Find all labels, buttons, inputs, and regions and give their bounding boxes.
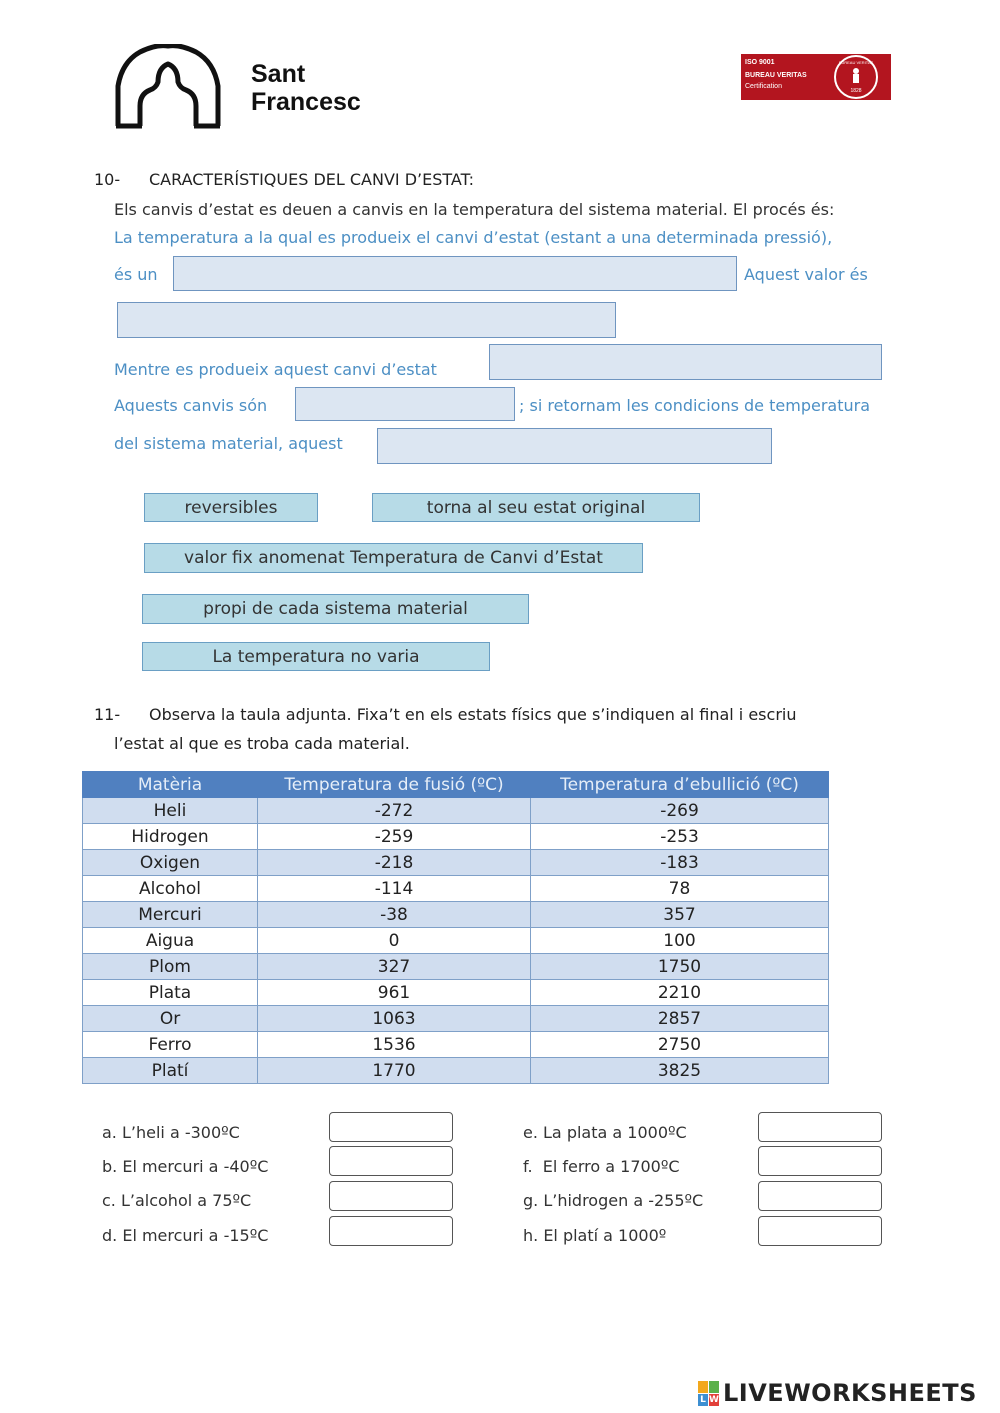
chip-valor-fix[interactable]: valor fix anomenat Temperatura de Canvi d’Estat — [144, 543, 643, 573]
chip-temperatura-no-varia[interactable]: La temperatura no varia — [142, 642, 490, 671]
table-cell: Plata — [83, 980, 258, 1006]
section10-number: 10- — [94, 170, 121, 189]
drop-zone-3[interactable] — [489, 344, 882, 380]
table-header: Temperatura d’ebullició (ºC) — [531, 772, 829, 798]
drop-zone-4[interactable] — [295, 387, 515, 421]
answer-input-c[interactable] — [329, 1181, 453, 1211]
section10-title: CARACTERÍSTIQUES DEL CANVI D’ESTAT: — [149, 170, 475, 189]
table-cell: -218 — [258, 850, 531, 876]
temperature-table — [82, 771, 829, 1084]
cert-bureau: BUREAU VERITAS — [745, 72, 807, 79]
section10-line2-end: Aquest valor és — [744, 265, 868, 284]
table-header: Matèria — [83, 772, 258, 798]
table-row — [83, 902, 829, 928]
section11-number: 11- — [94, 705, 121, 724]
question-h: h. El platí a 1000º — [523, 1226, 667, 1245]
question-b: b. El mercuri a -40ºC — [102, 1157, 269, 1176]
table-cell: 1063 — [258, 1006, 531, 1032]
table-cell: 1770 — [258, 1058, 531, 1084]
question-e: e. La plata a 1000ºC — [523, 1123, 687, 1142]
table-row — [83, 824, 829, 850]
table-cell: 1536 — [258, 1032, 531, 1058]
table-cell: Mercuri — [83, 902, 258, 928]
section10-line5-end: ; si retornam les condicions de temperatura — [519, 396, 870, 415]
section10-line5-start: Aquests canvis són — [114, 396, 268, 415]
table-cell: Hidrogen — [83, 824, 258, 850]
table-cell: 100 — [531, 928, 829, 954]
table-header-row — [83, 772, 829, 798]
section11-instruction-2: l’estat al que es troba cada material. — [114, 734, 410, 753]
section11-instruction-1: Observa la taula adjunta. Fixa’t en els estats físics que s’indiquen al final i escriu — [149, 705, 797, 724]
question-f: f. El ferro a 1700ºC — [523, 1157, 680, 1176]
section10-line2-start: és un — [114, 265, 158, 284]
section10-intro: Els canvis d’estat es deuen a canvis en la temperatura del sistema material. El procés és: — [114, 200, 835, 219]
liveworksheets-brand: LIVEWORKSHEETS — [723, 1379, 977, 1407]
table-cell: 2210 — [531, 980, 829, 1006]
logo-name-line1: Sant — [251, 60, 306, 88]
table-cell: -183 — [531, 850, 829, 876]
table-cell: 3825 — [531, 1058, 829, 1084]
seal-year: 1828 — [850, 88, 862, 94]
answer-input-a[interactable] — [329, 1112, 453, 1142]
answer-input-d[interactable] — [329, 1216, 453, 1246]
chip-torna-estat-original[interactable]: torna al seu estat original — [372, 493, 700, 522]
table-cell: Plom — [83, 954, 258, 980]
logo-name-line2: Francesc — [251, 88, 361, 116]
question-c: c. L’alcohol a 75ºC — [102, 1191, 252, 1210]
arch-logo-icon — [112, 44, 224, 130]
table-cell: -38 — [258, 902, 531, 928]
question-d: d. El mercuri a -15ºC — [102, 1226, 269, 1245]
answer-input-e[interactable] — [758, 1112, 882, 1142]
table-cell: 2857 — [531, 1006, 829, 1032]
table-cell: 2750 — [531, 1032, 829, 1058]
table-cell: 78 — [531, 876, 829, 902]
drop-zone-5[interactable] — [377, 428, 772, 464]
table-cell: -259 — [258, 824, 531, 850]
table-cell: -269 — [531, 798, 829, 824]
question-g: g. L’hidrogen a -255ºC — [523, 1191, 704, 1210]
table-cell: 1750 — [531, 954, 829, 980]
table-cell: -272 — [258, 798, 531, 824]
answer-input-g[interactable] — [758, 1181, 882, 1211]
liveworksheets-badge-icon — [698, 1381, 720, 1407]
table-row — [83, 876, 829, 902]
table-row — [83, 980, 829, 1006]
table-cell: -253 — [531, 824, 829, 850]
table-cell: Aigua — [83, 928, 258, 954]
table-row — [83, 954, 829, 980]
seal-figure-icon — [848, 67, 864, 85]
table-cell: -114 — [258, 876, 531, 902]
table-cell: Oxigen — [83, 850, 258, 876]
section10-line4: Mentre es produeix aquest canvi d’estat — [114, 360, 437, 379]
table-cell: Or — [83, 1006, 258, 1032]
certification-badge — [741, 54, 891, 100]
table-cell: Ferro — [83, 1032, 258, 1058]
table-cell: Alcohol — [83, 876, 258, 902]
section10-line6: del sistema material, aquest — [114, 434, 343, 453]
answer-input-h[interactable] — [758, 1216, 882, 1246]
section10-line1: La temperatura a la qual es produeix el canvi d’estat (estant a una determinada pressió), — [114, 228, 833, 247]
table-row — [83, 798, 829, 824]
table-cell: Platí — [83, 1058, 258, 1084]
question-a: a. L’heli a -300ºC — [102, 1123, 240, 1142]
chip-propi-sistema[interactable]: propi de cada sistema material — [142, 594, 529, 624]
table-row — [83, 1032, 829, 1058]
answer-input-b[interactable] — [329, 1146, 453, 1176]
cert-certification: Certification — [745, 83, 782, 90]
chip-reversibles[interactable]: reversibles — [144, 493, 318, 522]
table-cell: 327 — [258, 954, 531, 980]
seal-top-text: BUREAU VERITAS — [838, 60, 874, 65]
drop-zone-1[interactable] — [173, 256, 737, 291]
table-row — [83, 850, 829, 876]
table-cell: Heli — [83, 798, 258, 824]
table-cell: 0 — [258, 928, 531, 954]
table-cell: 961 — [258, 980, 531, 1006]
badge-letter-l: L — [698, 1394, 708, 1406]
table-header: Temperatura de fusió (ºC) — [258, 772, 531, 798]
table-row — [83, 1006, 829, 1032]
table-row — [83, 928, 829, 954]
cert-iso: ISO 9001 — [745, 59, 775, 66]
table-cell: 357 — [531, 902, 829, 928]
seal-icon — [834, 55, 878, 99]
badge-letter-w: W — [709, 1395, 719, 1405]
drop-zone-2[interactable] — [117, 302, 616, 338]
table-row — [83, 1058, 829, 1084]
answer-input-f[interactable] — [758, 1146, 882, 1176]
